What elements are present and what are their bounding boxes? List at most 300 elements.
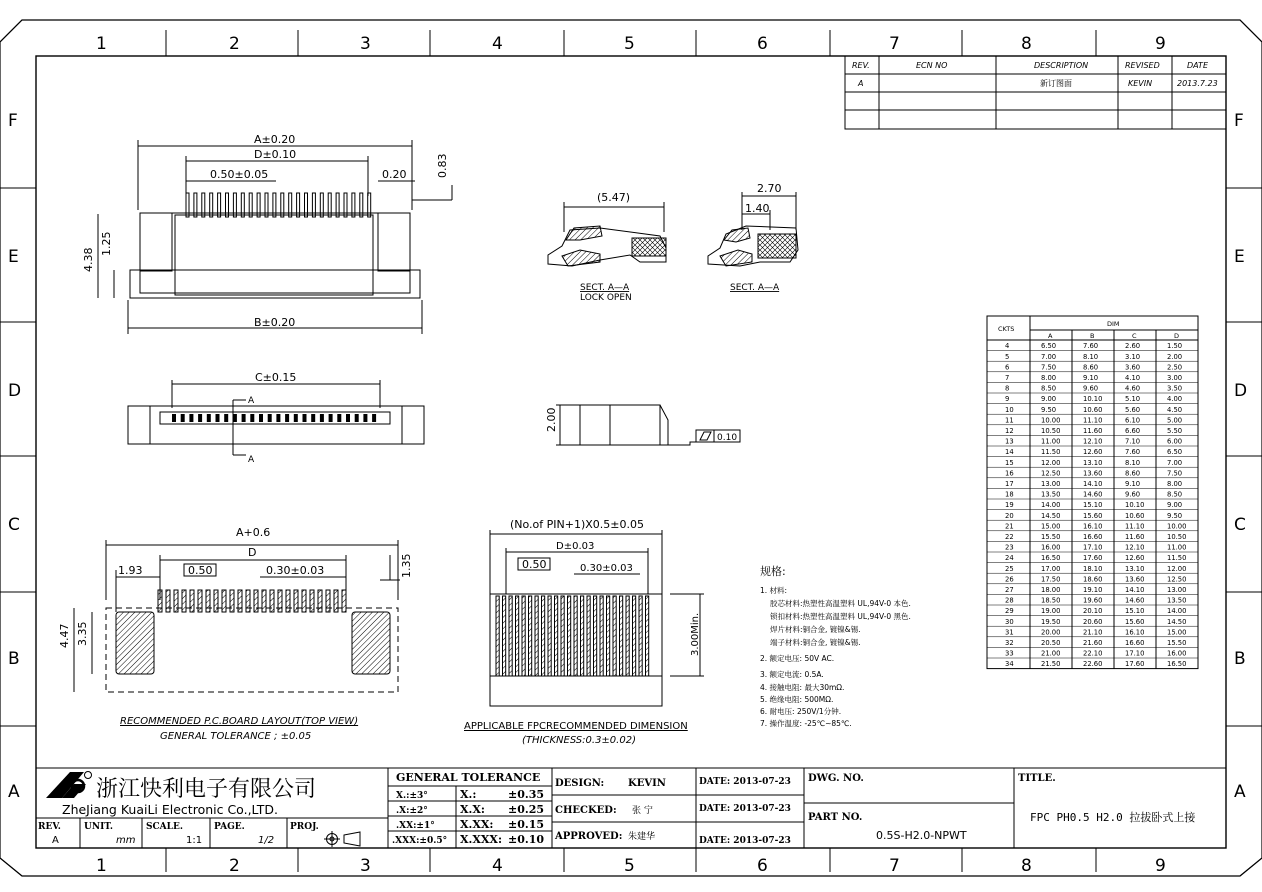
section-label-closed: SECT. A—A [730,283,780,293]
tol-linear-label: X.XX: [460,818,494,831]
table-cell: 23 [1005,543,1014,552]
table-cell: 17.10 [1083,543,1103,552]
date-header: DATE [1187,61,1208,70]
table-cell: 21 [1005,522,1014,531]
table-cell: 16.60 [1125,639,1145,647]
fpc-finger [581,596,584,676]
table-cell: 13.60 [1083,469,1103,478]
fpc-finger [516,596,519,676]
tolerance-title: GENERAL TOLERANCE [396,771,541,784]
checked-label: CHECKED: [555,805,617,816]
table-cell: 4.60 [1125,384,1141,393]
table-cell: 19.10 [1083,586,1103,594]
fpc-finger [503,596,506,676]
checked-value: 张 宁 [632,806,653,816]
pcb-caption: RECOMMENDED P.C.BOARD LAYOUT(TOP VIEW) [120,716,359,727]
table-cell: 13.00 [1041,480,1061,488]
pcb-pad [190,590,194,612]
table-cell: 17.60 [1125,660,1145,669]
tol-linear-label: X.XXX: [460,833,503,846]
fpc-finger [607,596,610,676]
col-label: 1 [96,34,107,54]
row-label: B [1234,649,1246,669]
table-cell: 16 [1005,469,1014,478]
pcb-pad [254,590,258,612]
table-cell: 19.50 [1041,617,1061,626]
page-value: 1/2 [258,835,275,846]
dim-d: D±0.10 [254,148,297,161]
contact-pin [320,414,324,422]
section-mark-a-bottom: A [248,455,255,465]
col-label: 1 [96,856,107,876]
pcb-layout [58,526,413,742]
spec-line: 端子材料:铜合金, 镀镍&锡. [770,638,861,647]
dim-050: 0.50 [188,564,213,577]
table-cell: 11 [1005,416,1014,425]
table-cell: 22.60 [1083,660,1103,669]
table-cell: 6 [1005,363,1010,372]
contact-pin [355,414,359,422]
fpc-finger [639,596,642,676]
table-cell: 20.10 [1083,607,1103,616]
fpc-finger [613,596,616,676]
checked-date: DATE: 2013-07-23 [699,804,791,814]
col-label: 5 [624,34,635,54]
table-cell: 16.60 [1083,533,1103,541]
pcb-pad [310,590,314,612]
dim-d: D [248,546,257,559]
table-cell: 15.50 [1167,639,1187,647]
dim-b: B±0.20 [254,316,296,329]
table-cell: 8 [1005,384,1010,393]
tol-angle: .XX:±1° [396,821,435,831]
design-value: KEVIN [628,778,666,789]
table-cell: 2.60 [1125,342,1141,351]
table-cell: 28 [1005,596,1014,605]
table-cell: 10.00 [1041,416,1061,425]
dim-d: D±0.03 [556,541,595,552]
table-cell: 15.10 [1083,501,1103,510]
table-cell: 34 [1005,660,1014,669]
pcb-pad [238,590,242,612]
pcb-pad [230,590,234,612]
title-block [36,768,1226,848]
dim-050: 0.50 [522,558,547,571]
contact-pin [242,414,246,422]
table-cell: 2.00 [1167,352,1183,361]
dim-pitch: 0.50±0.05 [210,168,269,181]
table-cell: 14.00 [1167,607,1187,616]
table-cell: 10.60 [1083,405,1103,414]
table-cell: 8.10 [1083,352,1099,361]
col-label: 9 [1155,34,1166,54]
fpc-finger [535,596,538,676]
table-cell: 5.10 [1125,395,1141,404]
proj-label: PROJ. [290,822,319,832]
spec-line: 7. 操作温度: -25℃~85℃. [760,719,852,728]
table-cell: 16.00 [1167,649,1187,658]
table-cell: 8.10 [1125,458,1141,467]
dim-a: A±0.20 [254,133,296,146]
table-cell: 15 [1005,458,1014,467]
dim-135: 1.35 [400,553,413,578]
table-cell: 10.10 [1125,501,1145,510]
table-cell: 33 [1005,649,1014,658]
table-cell: 7.00 [1041,352,1057,361]
row-label: A [8,782,20,802]
table-cell: 8.00 [1041,374,1057,382]
fpc-finger [587,596,590,676]
contact-pin [329,414,333,422]
pcb-pad [286,590,290,612]
spec-line: 4. 接触电阻: 最大30mΩ. [760,683,845,692]
rev-header: REV. [852,61,870,70]
spec-line: 3. 额定电流: 0.5A. [760,670,824,679]
table-cell: 29 [1005,607,1014,616]
dim-300: 3.00Min. [690,612,701,656]
table-cell: 24 [1005,554,1014,563]
description-header: DESCRIPTION [1034,61,1089,70]
row-label: F [8,111,18,131]
approved-label: APPROVED: [555,831,623,842]
table-cell: 10.00 [1167,522,1187,531]
pcb-pad [174,590,178,612]
table-cell: 6.50 [1167,448,1183,457]
col-label: 7 [889,856,900,876]
col-label: 4 [492,34,503,54]
dimension-table [987,316,1198,669]
contact-pin [276,414,280,422]
tol-linear-value: ±0.25 [508,803,545,816]
row-label: C [1234,515,1246,535]
ecn-header: ECN NO [916,61,948,70]
tol-linear-label: X.X: [460,803,485,816]
col-label: 5 [624,856,635,876]
pcb-pad [270,590,274,612]
table-cell: 20.50 [1041,639,1061,647]
table-cell: 7.50 [1041,363,1057,372]
table-cell: 6.50 [1041,342,1057,351]
table-cell: 16.50 [1041,554,1061,563]
dim-335: 3.35 [76,621,89,646]
scale-label: SCALE. [146,822,183,832]
design-label: DESIGN: [555,778,605,789]
pcb-tolerance: GENERAL TOLERANCE ; ±0.05 [160,731,312,742]
fpc-finger [509,596,512,676]
table-cell: 9.60 [1083,384,1099,393]
table-cell: 31 [1005,628,1014,637]
contact-pin [250,414,254,422]
table-cell: 11.00 [1041,437,1061,446]
table-cell: 4 [1005,342,1010,351]
table-cell: 21.60 [1083,639,1103,647]
rev-label: REV. [38,822,61,832]
col-label: 3 [360,856,371,876]
row-label: D [1234,381,1248,401]
row-label: D [8,381,22,401]
contact-pin [285,414,289,422]
ckts-header: CKTS [998,325,1015,333]
column-labels-top [96,34,1166,54]
table-cell: 14.60 [1125,596,1145,605]
table-cell: 22.10 [1083,649,1103,658]
fpc-finger [548,596,551,676]
fpc-finger [633,596,636,676]
pcb-pad [182,590,186,612]
fpc-finger [626,596,629,676]
spec-line: 1. 材料: [760,586,788,595]
pcb-pad [326,590,330,612]
pcb-pad [318,590,322,612]
col-label: 9 [1155,856,1166,876]
fpc-finger [600,596,603,676]
table-cell: 8.50 [1167,490,1183,499]
table-cell: 12.10 [1083,437,1103,446]
table-cell: 14.60 [1083,490,1103,499]
table-cell: 7.60 [1125,448,1141,457]
col-label: 3 [360,34,371,54]
fpc-finger [529,596,532,676]
table-cell: 11.50 [1167,554,1187,563]
table-cell: 9.10 [1125,480,1141,488]
table-cell: 18 [1005,490,1014,499]
col-label: 7 [889,34,900,54]
dim-125: 1.25 [100,231,113,256]
dim-140: 1.40 [745,202,770,215]
rev-value: A [52,835,59,846]
table-cell: 10.50 [1041,427,1061,435]
col-label: 2 [229,34,240,54]
table-cell: 18.00 [1041,586,1061,594]
specs-title: 规格: [760,565,786,578]
contact-pin [294,414,298,422]
column-labels-bottom [96,856,1166,876]
table-cell: 19 [1005,501,1014,510]
table-cell: 21.00 [1041,649,1061,658]
flatness-value: 0.10 [717,433,738,443]
table-cell: 13.60 [1125,575,1145,584]
table-cell: 30 [1005,617,1014,626]
table-cell: 11.60 [1083,427,1103,435]
col-label: 2 [229,856,240,876]
table-cell: 17 [1005,480,1014,488]
row-label: E [1234,247,1245,267]
table-cell: 14.50 [1167,617,1187,626]
fpc-finger [620,596,623,676]
table-cell: 8.50 [1041,384,1057,393]
pcb-pad [334,590,338,612]
table-cell: 15.00 [1041,522,1061,531]
fpc-finger [568,596,571,676]
dim-c: C±0.15 [255,371,297,384]
contact-pin [268,414,272,422]
table-cell: 7.00 [1167,458,1183,467]
pcb-pad [222,590,226,612]
revised-value: KEVIN [1128,79,1153,88]
pcb-pad [214,590,218,612]
approved-date: DATE: 2013-07-23 [699,836,791,846]
table-cell: 3.10 [1125,352,1141,361]
dim-030: 0.30±0.03 [266,564,325,577]
part-no-label: PART NO. [808,812,863,823]
dim-a-plus: A+0.6 [236,526,271,539]
contact-pin [372,414,376,422]
dim-270: 2.70 [757,182,782,195]
table-cell: 12.10 [1125,543,1145,552]
table-cell: 18.60 [1083,575,1103,584]
table-cell: 10.50 [1167,533,1187,541]
table-cell: 13.10 [1125,564,1145,573]
col-label: 4 [492,856,503,876]
table-cell: 17.00 [1041,564,1061,573]
table-cell: 18.10 [1083,564,1103,573]
pcb-pad [278,590,282,612]
tol-angle: .X:±2° [396,806,428,816]
spec-line: 胶芯材料:热塑性高温塑料 UL,94V-0 本色. [770,599,911,608]
table-cell: 16.10 [1125,628,1145,637]
table-cell: 12.60 [1125,554,1145,563]
description-value: 新订图面 [1040,79,1072,88]
section-mark-a-top: A [248,396,255,406]
spec-line: 锁扣材料:热塑性高温塑料 UL,94V-0 黑色. [770,612,911,621]
contact-pin [198,414,202,422]
table-cell: 12.50 [1167,575,1187,584]
spec-line: 6. 耐电压: 250V/1分钟. [760,707,842,716]
tol-linear-label: X.: [460,788,477,801]
unit-value: mm [116,835,136,846]
table-cell: 13.00 [1167,586,1187,594]
tol-linear-value: ±0.35 [508,788,545,801]
contact-pin [181,414,185,422]
table-cell: 6.00 [1167,437,1183,446]
table-cell: 11.10 [1125,522,1145,531]
table-cell: 14 [1005,448,1014,457]
section-lock-open [548,191,666,303]
contact-pin [363,414,367,422]
dim-020: 0.20 [382,168,407,181]
table-cell: 5 [1005,352,1010,361]
table-cell: 20.00 [1041,628,1061,637]
spec-line: 2. 额定电压: 50V AC. [760,654,835,663]
table-cell: 12.00 [1041,458,1061,467]
pcb-pad [302,590,306,612]
dim-447: 4.47 [58,623,71,648]
title-value: FPC PH0.5 H2.0 拉拔卧式上接 [1030,811,1196,824]
table-cell: 17.60 [1083,554,1103,563]
part-no-value: 0.5S-H2.0-NPWT [876,829,967,842]
table-cell: 5.50 [1167,427,1183,435]
table-cell: 20 [1005,511,1014,520]
row-label: E [8,247,19,267]
table-cell: 10.60 [1125,511,1145,520]
table-cell: 18.50 [1041,596,1061,605]
row-label: B [8,649,20,669]
contact-pin [189,414,193,422]
fpc-finger [561,596,564,676]
pcb-pad [206,590,210,612]
table-cell: 6.60 [1125,427,1141,435]
table-cell: 11.60 [1125,533,1145,541]
table-cell: 14.10 [1083,480,1103,488]
table-cell: 4.50 [1167,405,1183,414]
approved-value: 朱建华 [628,832,656,842]
dim-pin-count: (No.of PIN+1)X0.5±0.05 [510,518,645,531]
dim-193: 1.93 [118,564,143,577]
fpc-finger [594,596,597,676]
pcb-pad [262,590,266,612]
company-name-cn: 浙江快利电子有限公司 [96,777,317,802]
spec-line: 焊片材料:铜合金, 镀镍&锡. [770,625,861,634]
contact-pin [303,414,307,422]
table-cell: 22 [1005,533,1014,541]
table-cell: 9.00 [1167,501,1183,510]
table-cell: 5.00 [1167,416,1183,425]
table-cell: 32 [1005,639,1014,647]
date-value: 2013.7.23 [1177,79,1218,88]
table-cell: 15.10 [1125,607,1145,616]
dim-col-header: B [1090,332,1095,340]
rev-value: A [858,79,864,88]
table-cell: 7.10 [1125,437,1141,446]
table-cell: 15.60 [1083,511,1103,520]
table-cell: 11.50 [1041,448,1061,457]
contact-pin [259,414,263,422]
table-cell: 2.50 [1167,363,1183,372]
table-cell: 20.60 [1083,617,1103,626]
table-cell: 9.10 [1083,374,1099,382]
table-cell: 16.00 [1041,543,1061,552]
table-cell: 21.50 [1041,660,1061,669]
revised-header: REVISED [1125,61,1160,70]
fpc-layout [464,518,704,746]
table-cell: 16.10 [1083,522,1103,531]
section-label-lock-open: LOCK OPEN [580,293,632,303]
pcb-pad [294,590,298,612]
table-cell: 7.60 [1083,342,1099,351]
table-cell: 15.00 [1167,628,1187,637]
table-cell: 17.10 [1125,649,1145,658]
page-label: PAGE. [214,822,245,832]
tol-angle: .XXX:±0.5° [392,836,448,846]
section-label-open: SECT. A—A [580,283,630,293]
table-cell: 3.60 [1125,363,1141,372]
dim-col-header: D [1174,332,1180,340]
table-cell: 8.60 [1083,363,1099,372]
fpc-thickness: (THICKNESS:0.3±0.02) [522,735,636,746]
table-cell: 10 [1005,405,1014,414]
table-cell: 25 [1005,564,1014,573]
col-label: 8 [1021,856,1032,876]
title-label: TITLE. [1018,773,1056,784]
table-cell: 11.00 [1167,543,1187,552]
table-cell: 12.00 [1167,564,1187,573]
dim-547: (5.47) [597,191,631,204]
table-cell: 13.50 [1167,596,1187,605]
tol-linear-value: ±0.15 [508,818,545,831]
fpc-finger [542,596,545,676]
table-cell: 13 [1005,437,1014,446]
table-cell: 19.60 [1083,596,1103,605]
table-cell: 4.00 [1167,395,1183,404]
contact-pin [311,414,315,422]
specifications [760,564,911,728]
table-cell: 8.00 [1167,480,1183,488]
table-cell: 17.50 [1041,575,1061,584]
contact-pin [337,414,341,422]
dim-083: 0.83 [436,153,449,178]
col-label: 6 [757,34,768,54]
table-cell: 9.00 [1041,395,1057,404]
